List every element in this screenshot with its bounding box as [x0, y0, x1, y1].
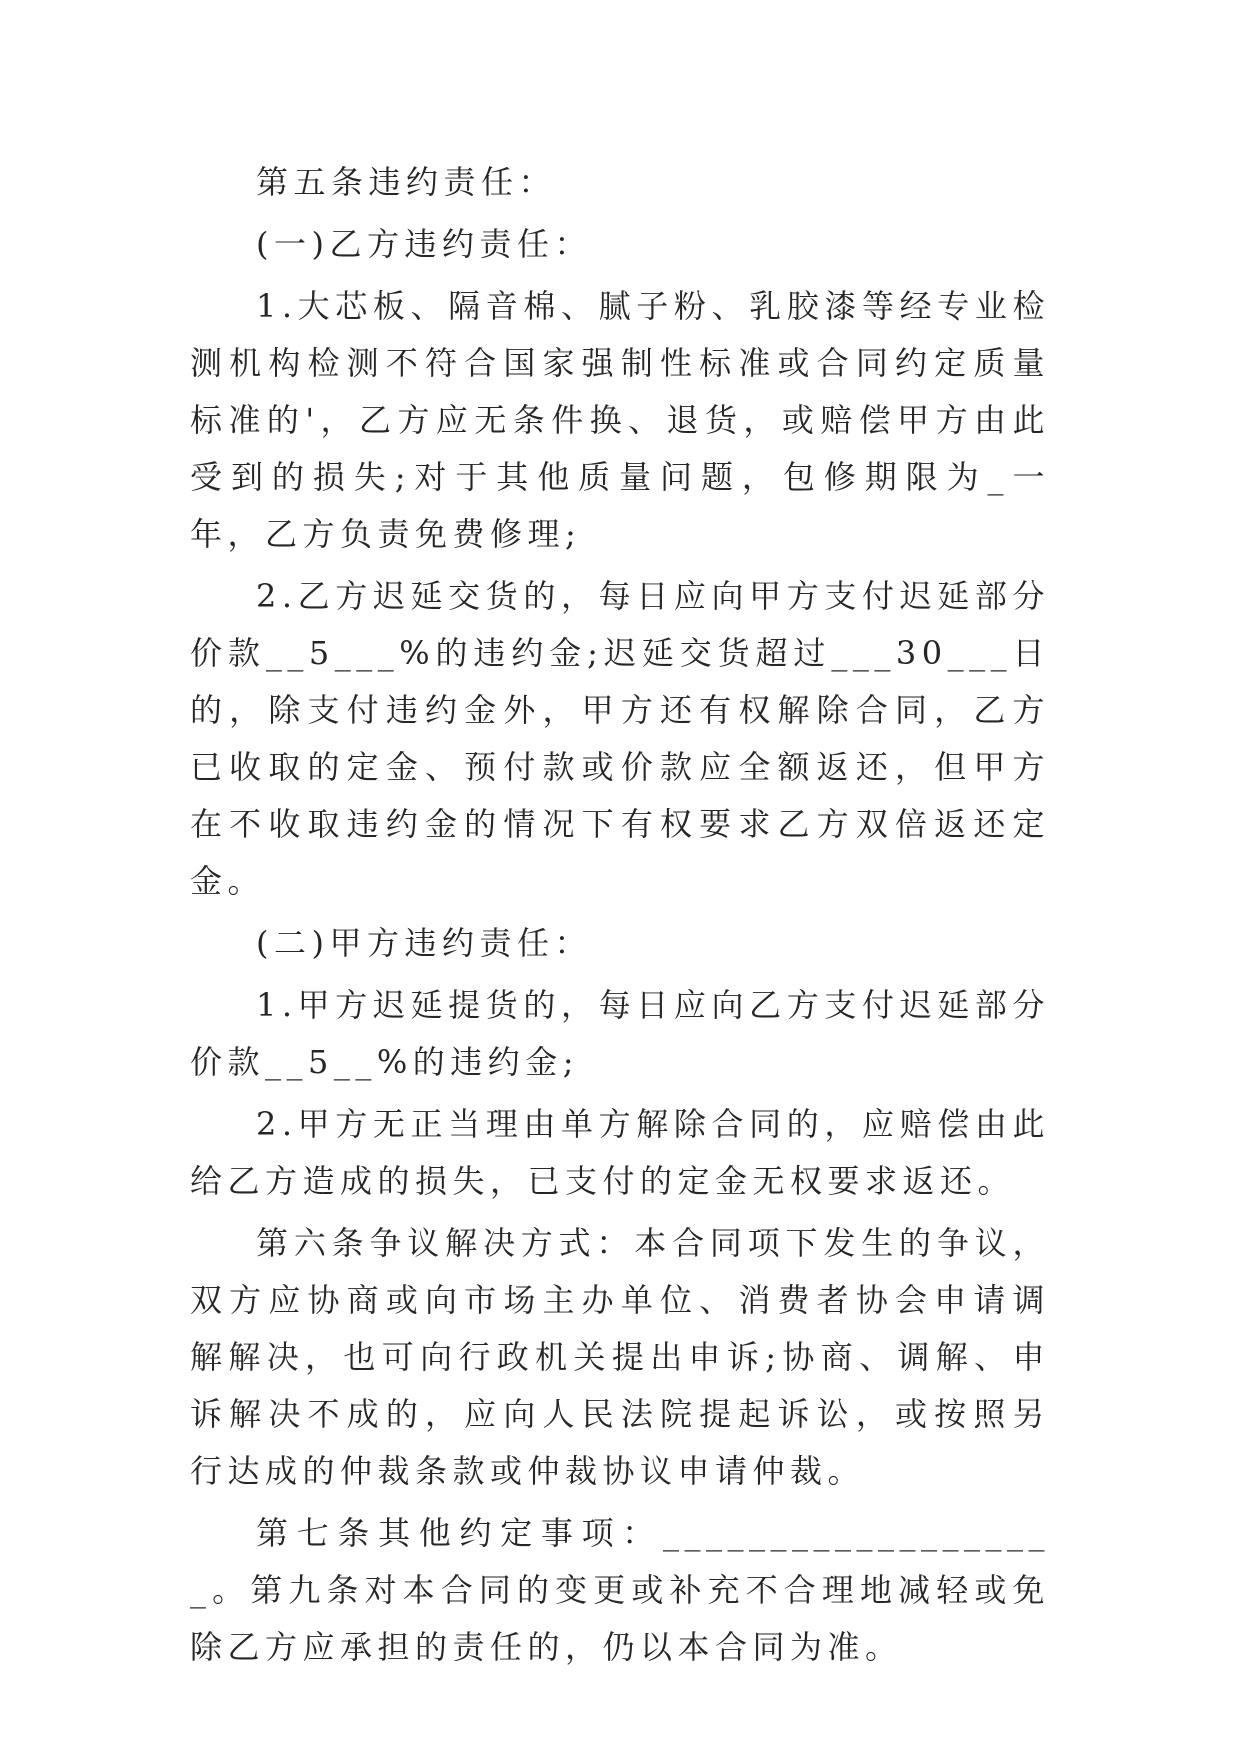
party-a-liability-heading: (二)甲方违约责任：	[256, 924, 592, 962]
party-b-clause-1: 1.大芯板、隔音棉、腻子粉、乳胶漆等经专业检测机构检测不符合国家强制性标准或合同约定质量标准的'，乙方应无条件换、退货，或赔偿甲方由此受到的损失;对于其他质量问题，包修期限为_一年，乙方负责免费修理;	[190, 287, 1050, 553]
article-7-other-matters: 第七条其他约定事项：___________________。第九条对本合同的变更或补充不合理地减轻或免除乙方应承担的责任的，仍以本合同为准。	[190, 1514, 1050, 1666]
article-5-heading: 第五条违约责任：	[256, 163, 557, 201]
party-b-liability-heading: (一)乙方违约责任：	[256, 225, 592, 263]
party-a-clause-1: 1.甲方迟延提货的，每日应向乙方支付迟延部分价款__5__%的违约金;	[190, 986, 1050, 1081]
party-a-clause-2: 2.甲方无正当理由单方解除合同的，应赔偿由此给乙方造成的损失，已支付的定金无权要求返还。	[190, 1105, 1050, 1200]
article-6-dispute-resolution: 第六条争议解决方式：本合同项下发生的争议，双方应协商或向市场主办单位、消费者协会申请调解解决，也可向行政机关提出申诉;协商、调解、申诉解决不成的，应向人民法院提起诉讼，或按照另行达成的仲裁条款或仲裁协议申请仲裁。	[190, 1224, 1050, 1490]
document-page	[190, 154, 1050, 1681]
party-b-clause-2: 2.乙方迟延交货的，每日应向甲方支付迟延部分价款__5___%的违约金;迟延交货超过___30___日的，除支付违约金外，甲方还有权解除合同，乙方已收取的定金、预付款或价款应全额返还，但甲方在不收取违约金的情况下有权要求乙方双倍返还定金。	[190, 577, 1050, 900]
